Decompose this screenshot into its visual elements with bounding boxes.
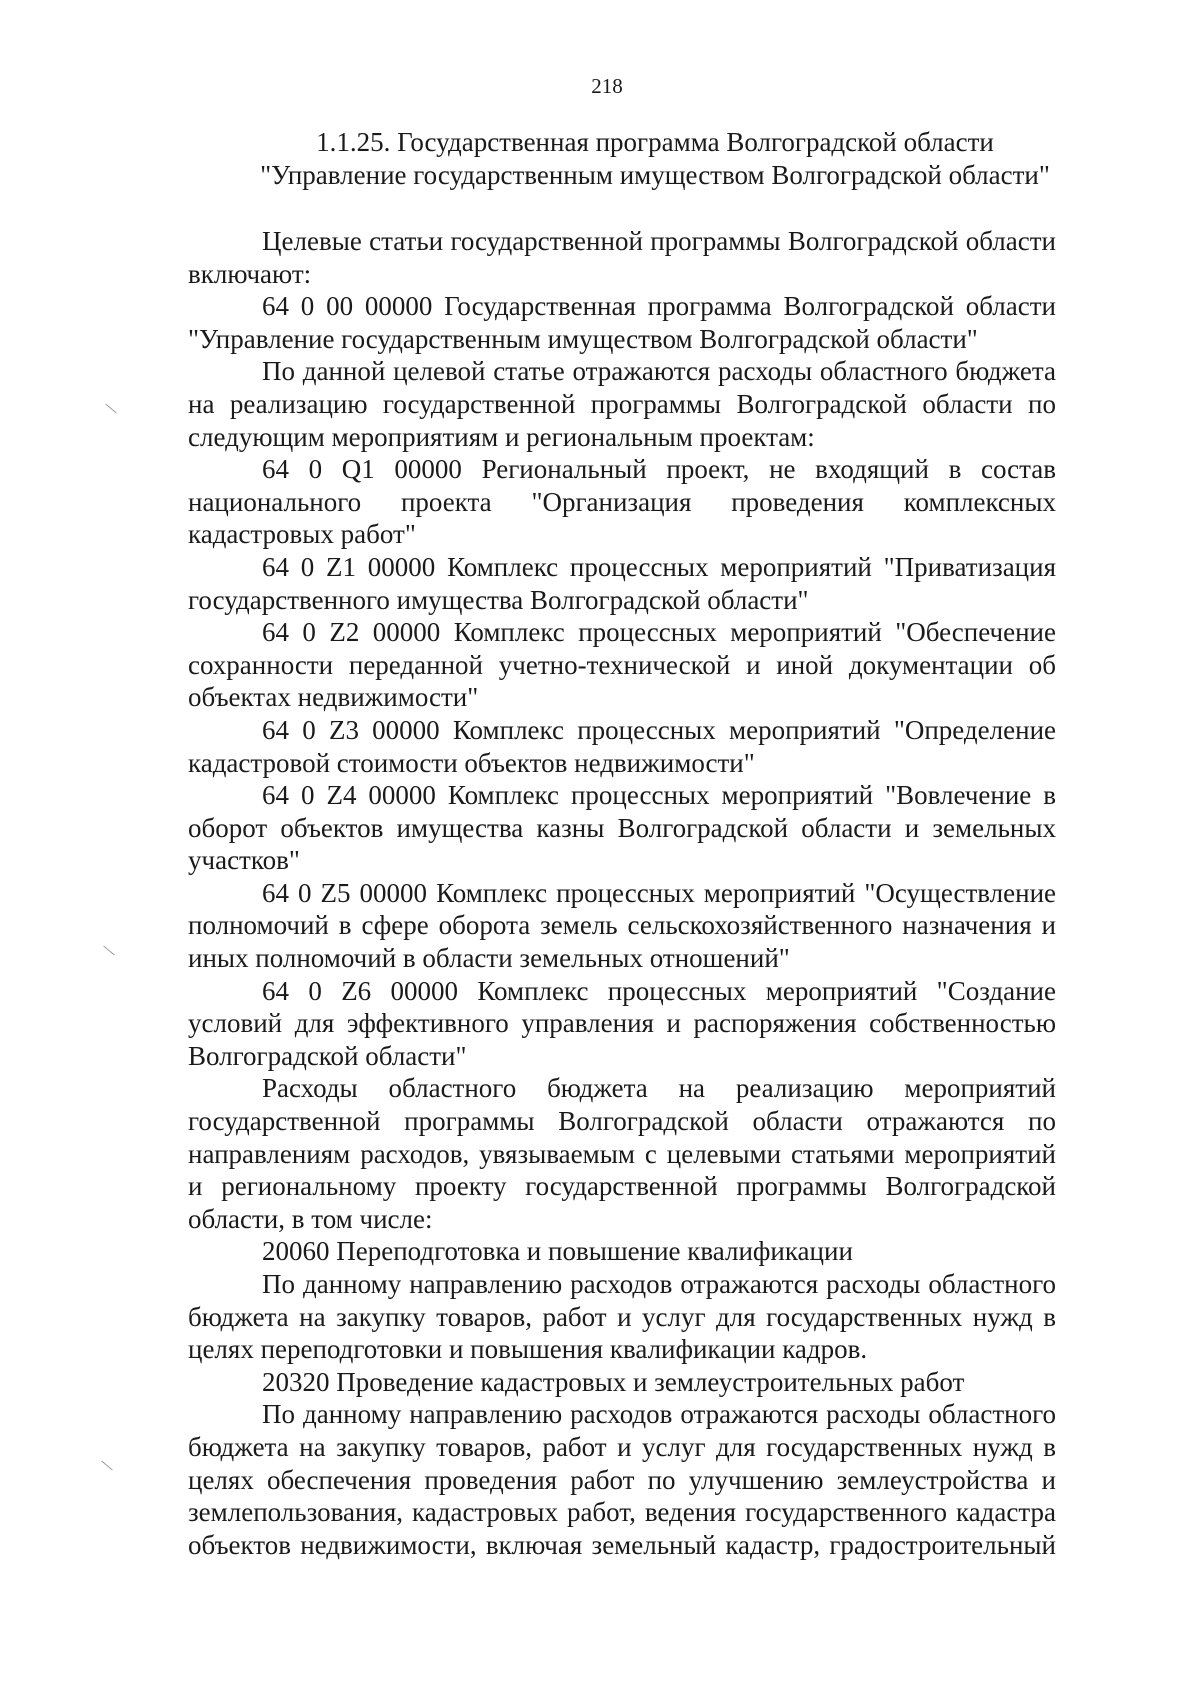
section-heading-line-1: 1.1.25. Государственная программа Волгоградской области <box>316 127 994 157</box>
scan-margin-mark <box>103 946 114 956</box>
paragraph-direction-20320-title: 20320 Проведение кадастровых и землеустроительных работ <box>262 1366 965 1397</box>
paragraph-expense-directions: Расходы областного бюджета на реализацию мероприятий государственной программы Волгоградской области отражаются по направлениям расходов, увязываемым с целевыми статьями мероприятий и региональному проекту государственной программы Волгоградской области, в том числе: <box>188 1073 1056 1234</box>
paragraph-target-article-z6: 64 0 Z6 00000 Комплекс процессных мероприятий "Создание условий для эффективного управления и распоряжения собственностью Волгоградской области" <box>188 975 1056 1071</box>
section-heading <box>240 126 1070 192</box>
paragraph-target-article-z1: 64 0 Z1 00000 Комплекс процессных мероприятий "Приватизация государственного имущества Волгоградской области" <box>188 551 1056 615</box>
page-number: 218 <box>591 74 623 98</box>
paragraph-target-article-z3: 64 0 Z3 00000 Комплекс процессных мероприятий "Определение кадастровой стоимости объектов недвижимости" <box>188 714 1056 778</box>
paragraph-intro: Целевые статьи государственной программы Волгоградской области включают: <box>188 226 1056 289</box>
paragraph-target-article-64-0-00: 64 0 00 00000 Государственная программа Волгоградской области "Управление государственным имуществом Волгоградской области" <box>188 291 1056 354</box>
scan-margin-mark <box>105 404 116 414</box>
paragraph-target-article-z4: 64 0 Z4 00000 Комплекс процессных мероприятий "Вовлечение в оборот объектов имущества казны Волгоградской области и земельных участков" <box>188 780 1056 876</box>
paragraph-direction-20060-title: 20060 Переподготовка и повышение квалификации <box>262 1236 853 1267</box>
paragraph-target-article-z2: 64 0 Z2 00000 Комплекс процессных мероприятий "Обеспечение сохранности переданной учетно-технической и иной документации об объектах недвижимости" <box>188 617 1056 713</box>
paragraph-expense-description: По данной целевой статье отражаются расходы областного бюджета на реализацию государственной программы Волгоградской области по следующим мероприятиям и региональным проектам: <box>188 356 1056 452</box>
scan-margin-mark <box>101 1461 112 1471</box>
paragraph-direction-20320-description: По данному направлению расходов отражаются расходы областного бюджета на закупку товаров, работ и услуг для государственных нужд в целях обеспечения проведения работ по улучшению землеустройства и землепользования, кадастровых работ, ведения государственного кадастра объектов недвижимости, включая земельный кадастр, градостроительный <box>188 1399 1056 1560</box>
paragraph-direction-20060-description: По данному направлению расходов отражаются расходы областного бюджета на закупку товаров, работ и услуг для государственных нужд в целях переподготовки и повышения квалификации кадров. <box>188 1269 1056 1365</box>
paragraph-target-article-z5: 64 0 Z5 00000 Комплекс процессных мероприятий "Осуществление полномочий в сфере оборота земель сельскохозяйственного назначения и иных полномочий в области земельных отношений" <box>188 877 1056 974</box>
section-heading-line-2: "Управление государственным имуществом Волгоградской области" <box>260 160 1050 190</box>
paragraph-target-article-q1: 64 0 Q1 00000 Региональный проект, не входящий в состав национального проекта "Организация проведения комплексных кадастровых работ" <box>188 454 1056 550</box>
document-body <box>188 225 1056 1561</box>
